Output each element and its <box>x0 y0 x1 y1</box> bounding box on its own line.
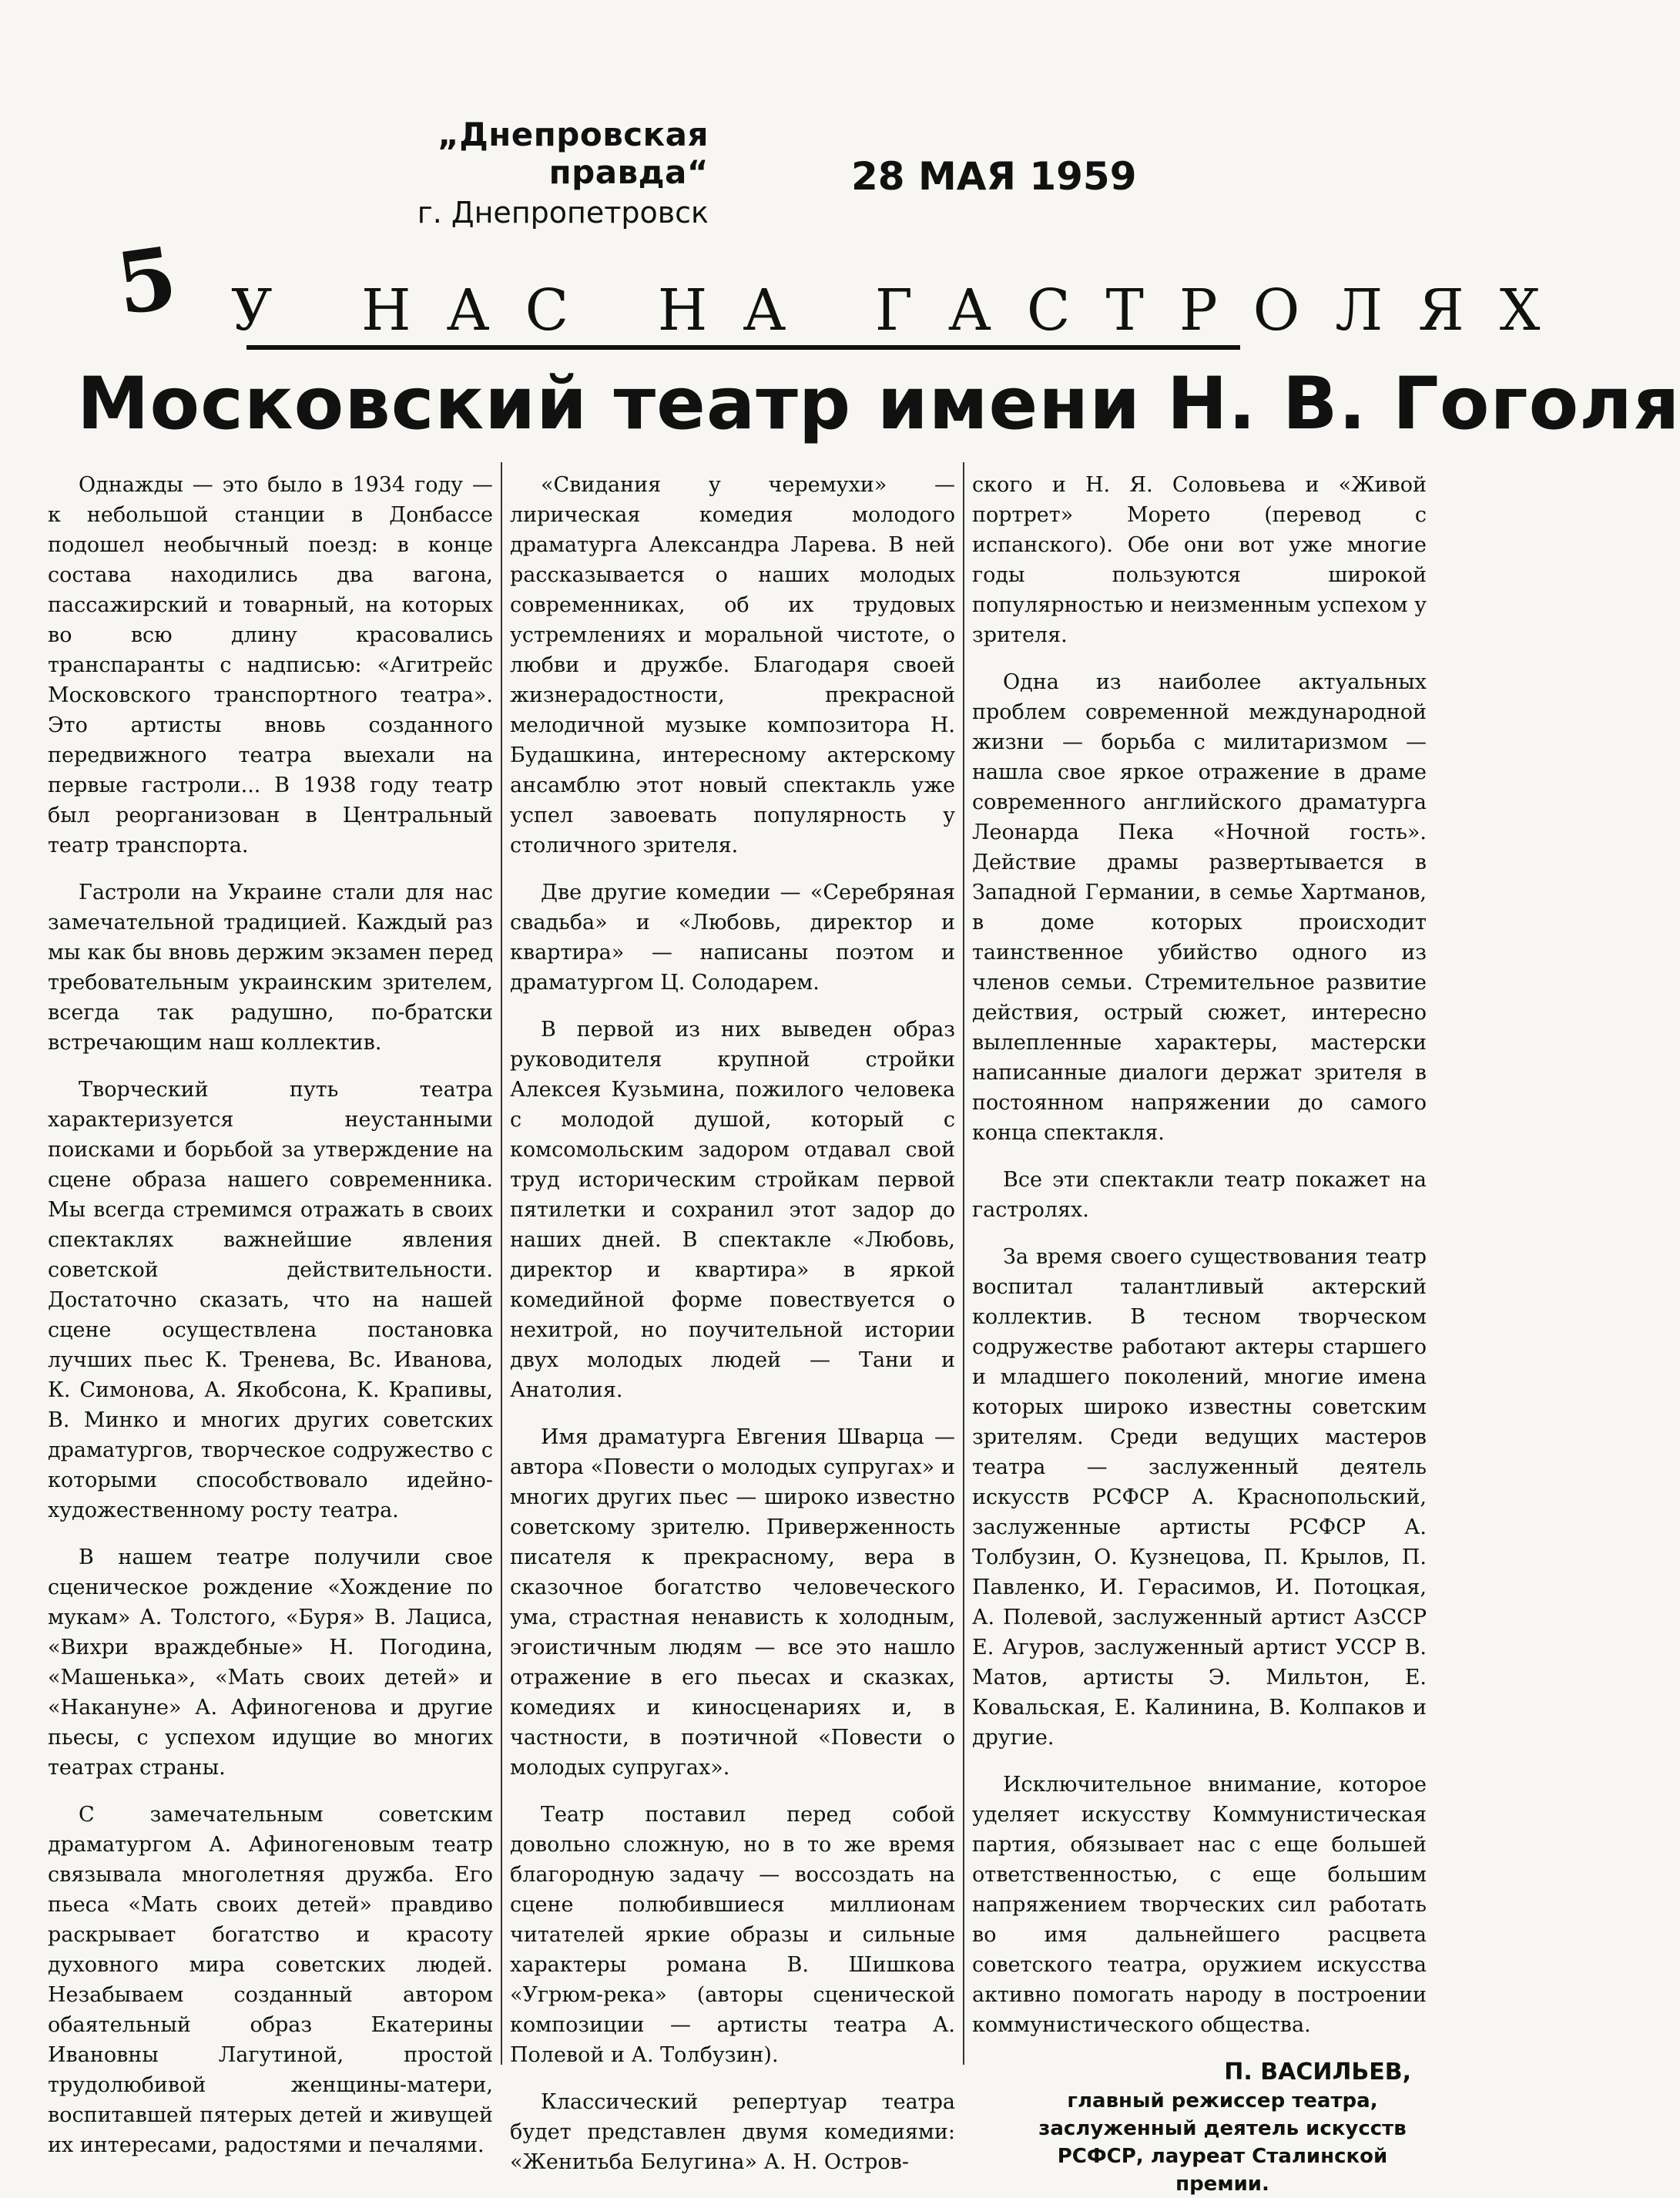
article-column-3 <box>972 470 1427 2198</box>
paragraph: Творческий путь театра характеризуется неустанными поисками и борьбой за утверждение на сцене образа нашего современника. Мы всегда стремимся отражать в своих спектаклях важнейшие явления советской действительности. Достаточно сказать, что на нашей сцене осуществлена постановка лучших пьес К. Тренева, Вс. Иванова, К. Симонова, А. Якобсона, К. Крапивы, В. Минко и многих других советских драматургов, творческое содружество с которыми способствовало идейно-художественному росту театра. <box>48 1078 493 1522</box>
paragraph: За время своего существования театр воспитал талантливый актерский коллектив. В тесном творческом содружестве работают актеры старшего и младшего поколений, многие имена которых широко известны советским зрителям. Среди ведущих мастеров театра — заслуженный деятель искусств РСФСР А. Краснопольский, заслуженные артисты РСФСР А. Толбузин, О. Кузнецова, П. Крылов, П. Павленко, И. Герасимов, И. Потоцкая, А. Полевой, заслуженный артист АзССР Е. Агуров, заслуженный артист УССР В. Матов, артисты Э. Мильтон, Е. Ковальская, Е. Калинина, В. Колпаков и другие. <box>972 1245 1427 1750</box>
paragraph: ского и Н. Я. Соловьева и «Живой портрет» Морето (перевод с испанского). Обе они вот уже многие годы пользуются широкой популярностью и неизменным успехом у зрителя. <box>972 473 1427 647</box>
paragraph: Классический репертуар театра будет представлен двумя комедиями: «Женитьба Белугина» А. Н. Остров- <box>510 2090 955 2174</box>
paragraph: С замечательным советским драматургом А. Афиногеновым театр связывала многолетняя дружба. Его пьеса «Мать своих детей» правдиво раскрывает богатство и красоту духовного мира советских людей. Незабываем созданный автором обаятельный образ Екатерины Ивановны Лагутиной, простой трудолюбивой женщины-матери, воспитавшей пятерых детей и живущей их интересами, радостями и печалями. <box>48 1803 493 2157</box>
newspaper-city: г. Днепропетровск <box>417 196 709 230</box>
paragraph: В нашем театре получили свое сценическое рождение «Хождение по мукам» А. Толстого, «Буря» В. Лациса, «Вихри враждебные» Н. Погодина, «Машенька», «Мать своих детей» и «Накануне» А. Афиногенова и другие пьесы, с успехом идущие во многих театрах страны. <box>48 1545 493 1780</box>
paragraph: «Свидания у черемухи» — лирическая комедия молодого драматурга Александра Ларева. В ней рассказывается о наших молодых современниках, об их трудовых устремлениях и моральной чистоте, о любви и дружбе. Благодаря своей жизнерадостности, прекрасной мелодичной музыке композитора Н. Будашкина, интересному актерскому ансамблю этот новый спектакль уже успел завоевать популярность у столичного зрителя. <box>510 473 955 857</box>
column-divider <box>501 462 502 2065</box>
paragraph: Гастроли на Украине стали для нас замечательной традицией. Каждый раз мы как бы вновь держим экзамен перед требовательным украинским зрителем, всегда так радушно, по-братски встречающим наш коллектив. <box>48 881 493 1055</box>
masthead <box>324 116 709 230</box>
paragraph: Однажды — это было в 1934 году — к небольшой станции в Донбассе подошел необычный поезд: в конце состава находились два вагона, пассажирский и товарный, на которых во всю длину красовались транспаранты с надписью: «Агитрейс Московского транспортного театра». Это артисты вновь созданного передвижного театра выехали на первые гастроли... В 1938 году театр был реорганизован в Центральный театр транспорта. <box>48 473 493 857</box>
rubric-underline <box>246 345 1240 350</box>
article-column-2 <box>510 470 955 2194</box>
paragraph: Исключительное внимание, которое уделяет искусству Коммунистическая партия, обязывает нас с еще большей ответственностью, с еще большим напряжением творческих сил работать во имя дальнейшего расцвета советского театра, оружием искусства активно помогать народу в построении коммунистического общества. <box>972 1773 1427 2037</box>
author-signature <box>972 2057 1427 2198</box>
section-rubric: У НАС НА ГАСТРОЛЯХ <box>231 277 1576 344</box>
article-column-1 <box>48 470 493 2177</box>
author-name: П. ВАСИЛЬЕВ, <box>1224 2059 1411 2086</box>
author-title: главный режиссер театра, заслуженный деятель искусств РСФСР, лауреат Сталинской премии. <box>1038 2089 1407 2196</box>
paragraph: Одна из наиболее актуальных проблем современной международной жизни — борьба с милитаризмом — нашла свое яркое отражение в драме современного английского драматурга Леонарда Пека «Ночной гость». Действие драмы развертывается в Западной Германии, в семье Хартманов, в доме которых происходит таинственное убийство одного из членов семьи. Стремительное развитие действия, острый сюжет, интересно вылепленные характеры, мастерски написанные диалоги держат зрителя в постоянном напряжении до самого конца спектакля. <box>972 670 1427 1145</box>
column-divider <box>963 462 964 2065</box>
paragraph: В первой из них выведен образ руководителя крупной стройки Алексея Кузьмина, пожилого человека с молодой душой, который с комсомольским задором отдавал свой труд историческим стройкам первой пятилетки и сохранил этот задор до наших дней. В спектакле «Любовь, директор и квартира» в яркой комедийной форме повествуется о нехитрой, но поучительной истории двух молодых людей — Тани и Анатолия. <box>510 1018 955 1402</box>
paragraph: Все эти спектакли театр покажет на гастролях. <box>972 1168 1427 1222</box>
article-headline: Московский театр имени Н. В. Гоголя <box>77 362 1680 446</box>
paragraph: Театр поставил перед собой довольно сложную, но в то же время благородную задачу — воссоздать на сцене полюбившиеся миллионам читателей яркие образы и сильные характеры романа В. Шишкова «Угрюм-река» (авторы сценической композиции — артисты театра А. Полевой и А. Толбузин). <box>510 1803 955 2067</box>
handwritten-mark: 5 <box>110 227 183 334</box>
newspaper-name: „Днепровская правда“ <box>438 116 709 191</box>
paragraph: Две другие комедии — «Серебряная свадьба» и «Любовь, директор и квартира» — написаны поэтом и драматургом Ц. Солодарем. <box>510 881 955 995</box>
paragraph: Имя драматурга Евгения Шварца — автора «Повести о молодых супругах» и многих других пьес — широко известно советскому зрителю. Приверженность писателя к прекрасному, вера в сказочное богатство человеческого ума, страстная ненависть к холодным, эгоистичным людям — все это нашло отражение в его пьесах и сказках, комедиях и киносценариях и, в частности, в поэтичной «Повести о молодых супругах». <box>510 1425 955 1780</box>
date-stamp: 28 МАЯ 1959 <box>851 154 1137 199</box>
